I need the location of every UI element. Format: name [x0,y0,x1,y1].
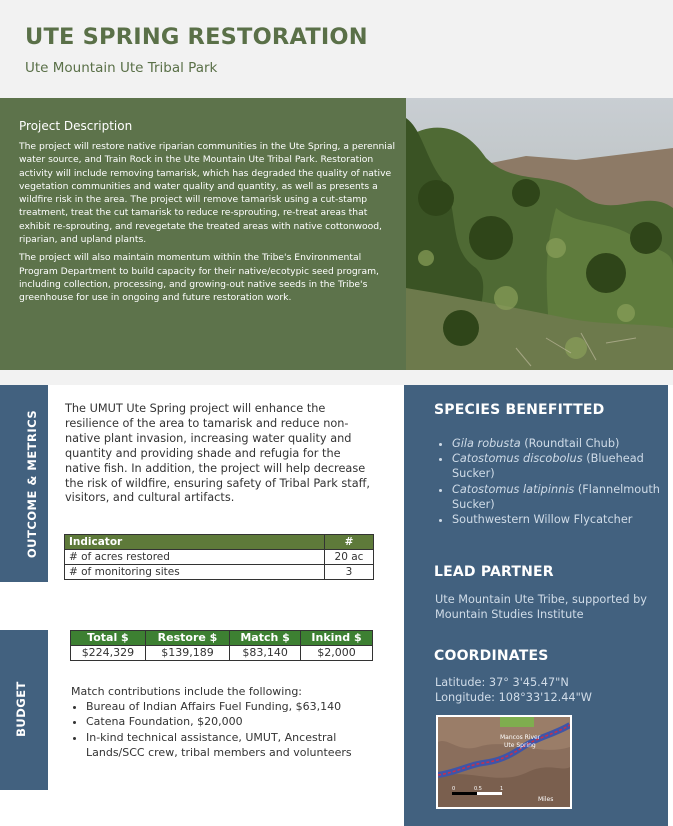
species-latin: Catostomus discobolus [452,452,583,466]
info-sidebar [404,385,668,826]
species-latin: Gila robusta [452,437,521,450]
description-heading: Project Description [19,119,133,133]
table-cell: $83,140 [230,646,301,661]
table-cell: $139,189 [145,646,229,661]
species-list [434,436,673,527]
list-item [452,436,673,451]
longitude: Longitude: 108°33'12.44"W [435,691,592,705]
lead-partner-text: Ute Mountain Ute Tribe, supported by Mountain Studies Institute [435,593,647,622]
table-header-cell: Indicator [65,535,325,550]
table-header-cell: Match $ [230,631,301,646]
map-scale-half: 0.5 [474,786,482,792]
table-cell: 3 [325,565,374,580]
indicator-table [64,534,374,580]
table-header-cell: Inkind $ [301,631,373,646]
coordinates-heading: COORDINATES [434,648,549,664]
description-paragraph: The project will restore native riparian communities in the Ute Spring, a perennial water source, and Train Rock in the Ute Mountain Ute Tribal Park. Restoration activity will include removing tamarisk, which has degraded the quality of native vegetation communities and water quality and quantity, as well as presents a wildfire risk in the area. The project will remove tamarisk using a cut-stamp treatment, treat the cut tamarisk to reduce re-sprouting, re-treat areas that exhibit re-sprouting, and revegetate the treated areas with native cottonwood, riparian, and upland plants. [19,141,396,246]
budget-table [70,630,373,661]
list-item [452,451,673,481]
table-header-cell: # [325,535,374,550]
species-common: (Flannelmouth Sucker) [452,482,660,511]
coordinates-text [435,675,592,706]
map-label-site: Ute Spring [504,742,536,749]
list-item: • Bureau of Indian Affairs Fuel Funding, $63,140 [86,699,381,714]
table-cell: 20 ac [325,550,374,565]
list-item: • In-kind technical assistance, UMUT, Ancestral Lands/SCC crew, tribal members and volunteers [86,730,381,760]
table-header-cell: Total $ [71,631,146,646]
location-map [436,715,572,809]
lead-partner-heading: LEAD PARTNER [434,564,554,580]
match-list [71,699,381,760]
separator-band [0,370,673,385]
list-item [452,482,673,512]
table-header-cell: Restore $ [145,631,229,646]
map-scale-0: 0 [452,786,456,792]
outcome-tab-label: OUTCOME & METRICS [25,409,40,559]
table-row [65,565,374,580]
table-row [65,550,374,565]
page-subtitle: Ute Mountain Ute Tribal Park [25,60,218,76]
map-label-river: Mancos River [500,734,541,741]
header-band [0,0,673,98]
outcome-tab [0,385,48,582]
map-scale-unit: Miles [538,796,554,803]
description-paragraph: The project will also maintain momentum within the Tribe's Environmental Program Department to build capacity for their native/ecotypic seed program, including collection, processing, and growing-out native seeds in the Tribe's greenhouse for use in ongoing and future restoration work. [19,252,379,304]
page-title: UTE SPRING RESTORATION [25,24,368,50]
table-cell: # of acres restored [65,550,325,565]
match-contributions [71,684,381,760]
table-cell: $2,000 [301,646,373,661]
list-item [452,512,673,527]
species-common: (Bluehead Sucker) [452,452,644,481]
map-scale-1: 1 [500,786,504,792]
match-intro: Match contributions include the following: [71,685,303,698]
species-heading: SPECIES BENEFITTED [434,402,605,418]
table-header-row [71,631,373,646]
table-row [71,646,373,661]
table-cell: $224,329 [71,646,146,661]
site-photo [406,98,673,370]
table-header-row [65,535,374,550]
project-description-panel [0,98,406,370]
budget-tab-label: BUDGET [13,681,28,737]
species-common: (Roundtail Chub) [520,437,620,450]
table-cell: # of monitoring sites [65,565,325,580]
outcome-text: The UMUT Ute Spring project will enhance the resilience of the area to tamarisk and reduce non-native plant invasion, increasing water quality and quantity and providing shade and refugia for the native fish. In addition, the project will help decrease the risk of wildfire, ensuring safety of Tribal Park staff, visitors, and cultural artifacts. [65,402,370,505]
species-latin: Catostomus latipinnis [452,482,575,496]
description-text [19,140,397,310]
species-common: Southwestern Willow Flycatcher [452,513,633,527]
budget-tab [0,630,48,790]
latitude: Latitude: 37° 3'45.47"N [435,676,569,689]
list-item: • Catena Foundation, $20,000 [86,714,381,729]
